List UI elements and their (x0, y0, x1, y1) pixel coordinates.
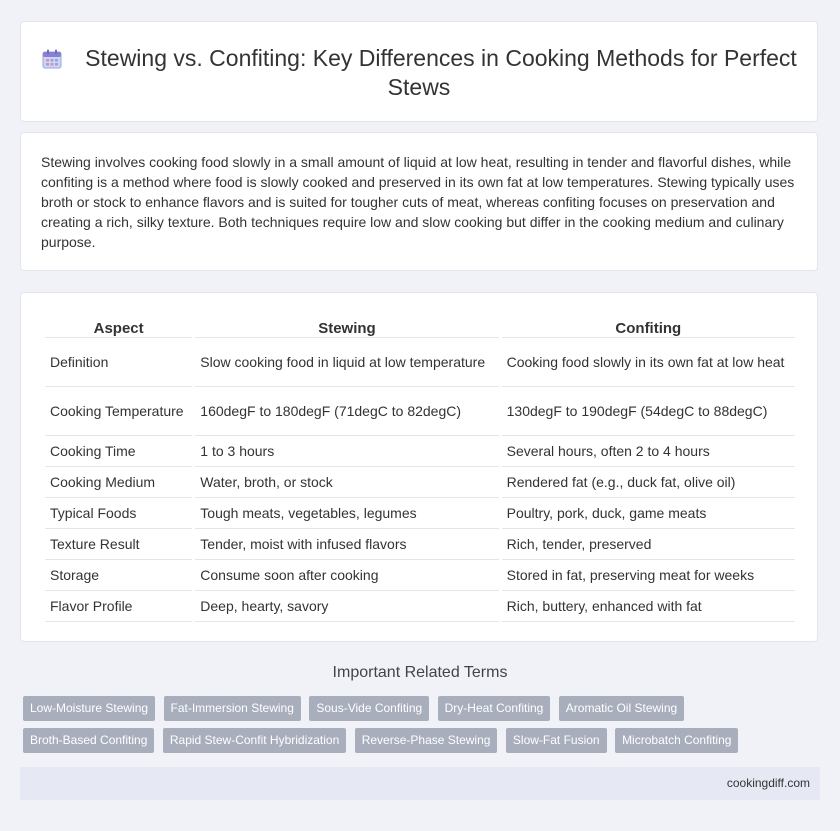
row-stewing: 1 to 3 hours (195, 436, 498, 467)
row-aspect: Flavor Profile (45, 591, 192, 622)
comparison-card (20, 292, 818, 642)
table-row (45, 338, 795, 387)
table-row (45, 498, 795, 529)
row-stewing: Deep, hearty, savory (195, 591, 498, 622)
related-term-tag[interactable]: Reverse-Phase Stewing (355, 728, 498, 753)
footer-site[interactable]: cookingdiff.com (726, 776, 810, 790)
row-confiting: Poultry, pork, duck, game meats (502, 498, 795, 529)
row-stewing: Water, broth, or stock (195, 467, 498, 498)
intro-paragraph: Stewing involves cooking food slowly in a small amount of liquid at low heat, resulting in tender and flavorful dishes, while confiting is a method where food is slowly cooked and preserved in its own fat at low temperatures. Stewing typically uses broth or stock to enhance flavors and is suited for tougher cuts of meat, whereas confiting focuses on preservation and creating a rich, silky texture. Both techniques require low and slow cooking but differ in the cooking medium and culinary purpose. (41, 154, 795, 250)
related-terms-list (23, 696, 803, 760)
row-aspect: Cooking Temperature (45, 387, 192, 436)
related-term-tag[interactable]: Sous-Vide Confiting (309, 696, 429, 721)
footer (20, 767, 820, 800)
related-term-tag[interactable]: Microbatch Confiting (615, 728, 738, 753)
row-stewing: 160degF to 180degF (71degC to 82degC) (195, 387, 498, 436)
table-row (45, 387, 795, 436)
header-aspect: Aspect (45, 311, 192, 338)
row-aspect: Typical Foods (45, 498, 192, 529)
table-row (45, 467, 795, 498)
row-stewing: Tough meats, vegetables, legumes (195, 498, 498, 529)
page-title: Stewing vs. Confiting: Key Differences in Cooking Methods for Perfect Stews (85, 45, 797, 100)
table-row (45, 529, 795, 560)
row-confiting: Rich, tender, preserved (502, 529, 795, 560)
comparison-table (42, 311, 798, 622)
header-confiting: Confiting (502, 311, 795, 338)
row-confiting: Cooking food slowly in its own fat at low heat (502, 338, 795, 387)
table-row (45, 436, 795, 467)
row-confiting: Rendered fat (e.g., duck fat, olive oil) (502, 467, 795, 498)
row-confiting: Stored in fat, preserving meat for weeks (502, 560, 795, 591)
row-aspect: Storage (45, 560, 192, 591)
title-card (20, 21, 818, 122)
table-header-row (45, 311, 795, 338)
related-term-tag[interactable]: Slow-Fat Fusion (506, 728, 607, 753)
title-wrap (21, 44, 817, 102)
related-term-tag[interactable]: Broth-Based Confiting (23, 728, 154, 753)
related-term-tag[interactable]: Low-Moisture Stewing (23, 696, 155, 721)
related-term-tag[interactable]: Dry-Heat Confiting (438, 696, 551, 721)
intro-card (20, 132, 818, 271)
row-aspect: Definition (45, 338, 192, 387)
related-terms-heading: Important Related Terms (332, 664, 508, 681)
table-row (45, 591, 795, 622)
related-term-tag[interactable]: Fat-Immersion Stewing (164, 696, 301, 721)
row-stewing: Consume soon after cooking (195, 560, 498, 591)
calendar-icon (41, 48, 63, 70)
table-row (45, 560, 795, 591)
related-term-tag[interactable]: Aromatic Oil Stewing (559, 696, 684, 721)
row-aspect: Cooking Medium (45, 467, 192, 498)
related-term-tag[interactable]: Rapid Stew-Confit Hybridization (163, 728, 346, 753)
row-confiting: 130degF to 190degF (54degC to 88degC) (502, 387, 795, 436)
row-aspect: Cooking Time (45, 436, 192, 467)
row-confiting: Rich, buttery, enhanced with fat (502, 591, 795, 622)
row-confiting: Several hours, often 2 to 4 hours (502, 436, 795, 467)
row-stewing: Slow cooking food in liquid at low temperature (195, 338, 498, 387)
header-stewing: Stewing (195, 311, 498, 338)
row-aspect: Texture Result (45, 529, 192, 560)
row-stewing: Tender, moist with infused flavors (195, 529, 498, 560)
